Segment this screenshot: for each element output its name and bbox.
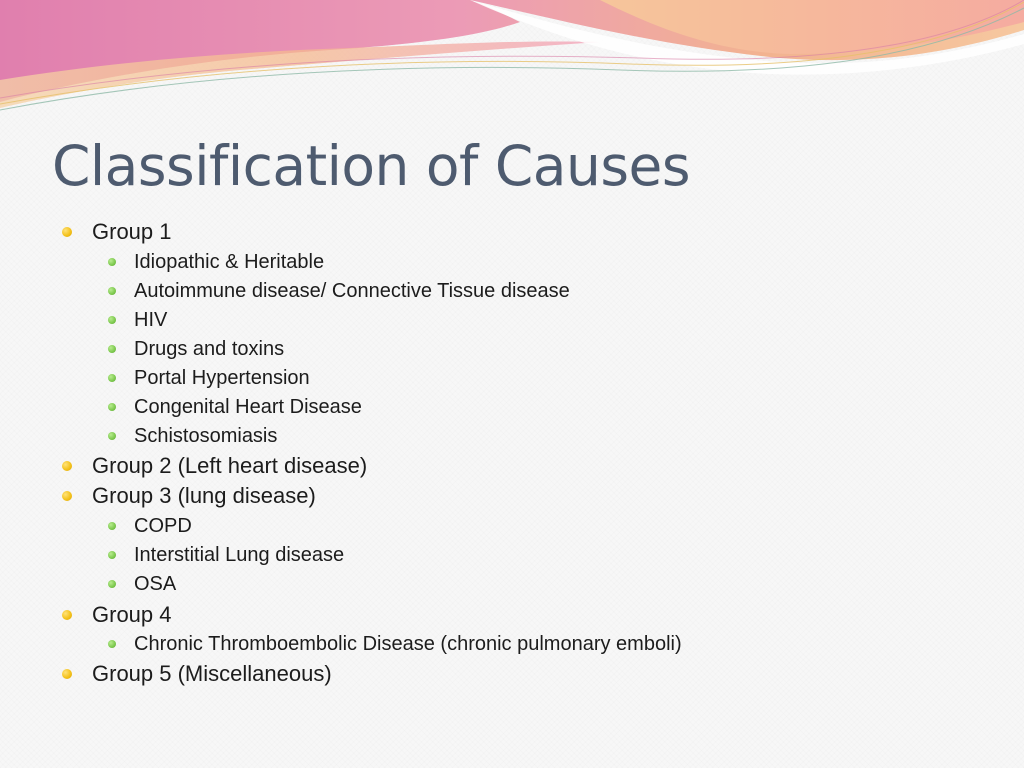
sub-bullet-portal bbox=[134, 366, 310, 390]
sub-bullet-icon bbox=[108, 580, 116, 588]
decorative-banner bbox=[0, 0, 1024, 130]
sub-bullet-copd bbox=[134, 514, 192, 538]
sub-bullet-text: Interstitial Lung disease bbox=[134, 544, 345, 566]
sub-bullet-text: COPD bbox=[134, 515, 192, 537]
sub-bullet-text: Portal Hypertension bbox=[134, 367, 310, 389]
sub-bullet-icon bbox=[108, 287, 116, 295]
bullet-text: Group 5 (Miscellaneous) bbox=[92, 661, 332, 686]
sub-bullet-icon bbox=[108, 316, 116, 324]
bullet-group-1 bbox=[92, 219, 172, 245]
bullet-text: Group 2 (Left heart disease) bbox=[92, 453, 368, 478]
sub-bullet-text: Autoimmune disease/ Connective Tissue disease bbox=[134, 280, 570, 302]
sub-bullet-text: Congenital Heart Disease bbox=[134, 396, 362, 418]
bullet-group-3 bbox=[92, 483, 316, 509]
sub-bullet-hiv bbox=[134, 308, 167, 332]
sub-bullet-text: OSA bbox=[134, 573, 177, 595]
sub-bullet-schistosomiasis bbox=[134, 424, 277, 448]
sub-bullet-chronic-thromboembolic bbox=[134, 632, 682, 656]
sub-bullet-autoimmune bbox=[134, 279, 570, 303]
bullet-group-2 bbox=[92, 453, 367, 479]
sub-bullet-text: Drugs and toxins bbox=[134, 338, 285, 360]
bullet-icon bbox=[62, 610, 72, 620]
bullet-text: Group 4 bbox=[92, 602, 172, 627]
sub-bullet-icon bbox=[108, 258, 116, 266]
sub-bullet-interstitial bbox=[134, 543, 344, 567]
bullet-text: Group 1 bbox=[92, 219, 172, 244]
bullet-group-5 bbox=[92, 661, 332, 687]
bullet-icon bbox=[62, 227, 72, 237]
sub-bullet-text: Schistosomiasis bbox=[134, 425, 278, 447]
sub-bullet-text: Idiopathic & Heritable bbox=[134, 251, 325, 273]
sub-bullet-icon bbox=[108, 551, 116, 559]
sub-bullet-icon bbox=[108, 522, 116, 530]
sub-bullet-icon bbox=[108, 374, 116, 382]
sub-bullet-drugs bbox=[134, 337, 284, 361]
bullet-icon bbox=[62, 461, 72, 471]
sub-bullet-icon bbox=[108, 640, 116, 648]
sub-bullet-osa bbox=[134, 572, 176, 596]
bullet-group-4 bbox=[92, 602, 172, 628]
slide-title: Classification of Causes bbox=[52, 134, 691, 198]
sub-bullet-text: HIV bbox=[134, 309, 168, 331]
bullet-icon bbox=[62, 669, 72, 679]
sub-bullet-congenital bbox=[134, 395, 362, 419]
sub-bullet-text: Chronic Thromboembolic Disease (chronic pulmonary emboli) bbox=[134, 633, 682, 655]
sub-bullet-icon bbox=[108, 403, 116, 411]
bullet-text: Group 3 (lung disease) bbox=[92, 483, 316, 508]
sub-bullet-icon bbox=[108, 432, 116, 440]
bullet-icon bbox=[62, 491, 72, 501]
sub-bullet-idiopathic bbox=[134, 250, 324, 274]
sub-bullet-icon bbox=[108, 345, 116, 353]
